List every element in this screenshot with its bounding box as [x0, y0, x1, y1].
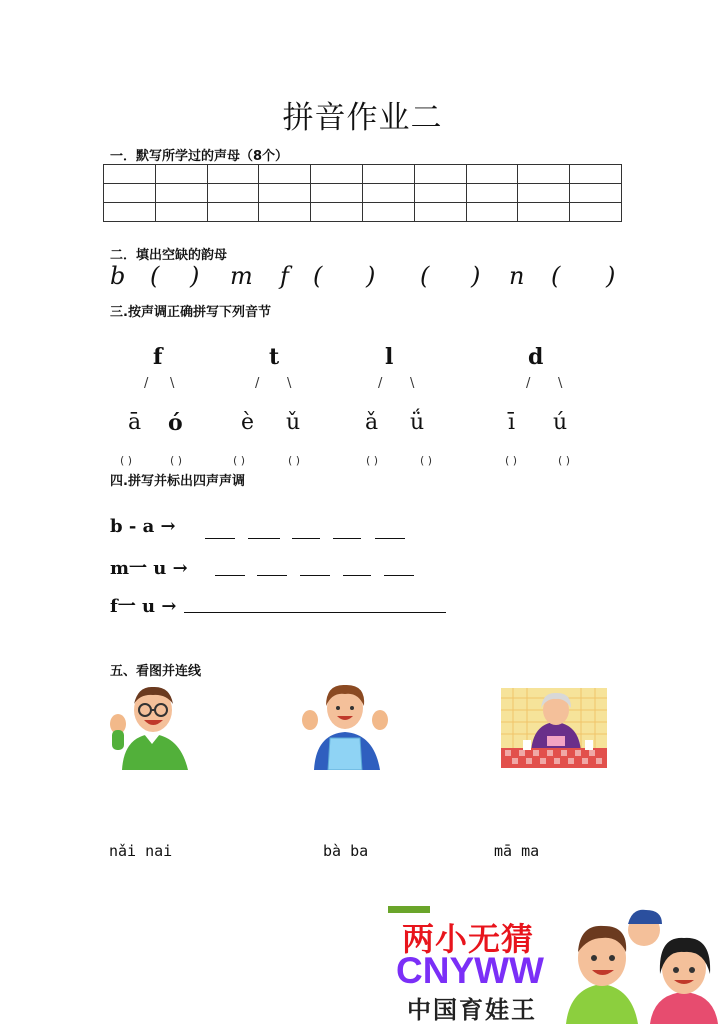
branch-left: /: [378, 376, 383, 391]
seq-item: (: [551, 262, 561, 290]
branch-right: \: [410, 376, 415, 391]
final-syllable: ī: [508, 410, 516, 435]
seq-item: b: [110, 262, 126, 290]
blank-line[interactable]: [384, 575, 414, 576]
section4-heading: 四.拼写并标出四声声调: [110, 474, 245, 489]
initial-l: l: [385, 344, 394, 370]
answer-blank[interactable]: ( ): [558, 454, 571, 467]
seq-item: ): [606, 262, 616, 290]
woman-picture[interactable]: [300, 682, 390, 770]
seq-item: (: [313, 262, 323, 290]
blank-line[interactable]: [205, 538, 235, 539]
spell-row-label: m一 u →: [110, 558, 188, 579]
final-syllable: ǎ: [365, 410, 379, 435]
watermark-line1: 两小无猜: [402, 920, 535, 958]
writing-grid[interactable]: [103, 164, 622, 222]
answer-blank[interactable]: ( ): [120, 454, 133, 467]
branch-right: \: [287, 376, 292, 391]
watermark-line3: 中国育娃王: [407, 996, 537, 1024]
initial-f: f: [153, 344, 163, 370]
section3-heading: 三.按声调正确拼写下列音节: [110, 305, 271, 320]
blank-line[interactable]: [375, 538, 405, 539]
answer-blank[interactable]: ( ): [505, 454, 518, 467]
final-syllable: ā: [128, 410, 142, 435]
seq-item: ): [190, 262, 200, 290]
blank-line[interactable]: [300, 575, 330, 576]
final-syllable: ǘ: [410, 410, 425, 435]
answer-blank[interactable]: ( ): [366, 454, 379, 467]
final-syllable: ó: [168, 410, 183, 436]
seq-item: ): [366, 262, 376, 290]
grandpa-picture[interactable]: [108, 684, 196, 770]
blank-line[interactable]: [292, 538, 320, 539]
branch-left: /: [255, 376, 260, 391]
answer-blank[interactable]: ( ): [170, 454, 183, 467]
spell-row-label: b - a →: [110, 516, 176, 537]
final-sequence: [108, 262, 628, 294]
pinyin-word: nǎi nai: [109, 842, 173, 860]
section5-heading: 五、看图并连线: [110, 664, 202, 679]
section1-heading: 一．默写所学过的声母（8个）: [110, 149, 289, 164]
blank-line[interactable]: [248, 538, 280, 539]
blank-line[interactable]: [257, 575, 287, 576]
pinyin-word: bà ba: [323, 842, 369, 860]
seq-item: (: [420, 262, 430, 290]
answer-blank[interactable]: ( ): [420, 454, 433, 467]
initial-d: d: [528, 344, 544, 370]
watermark-line2: CNYWW: [396, 950, 544, 991]
branch-right: \: [170, 376, 175, 391]
final-syllable: ú: [553, 410, 568, 435]
section2-heading: 二．填出空缺的韵母: [110, 248, 228, 263]
initial-t: t: [269, 344, 280, 370]
spell-row-label: f一 u →: [110, 596, 177, 617]
watermark-kids-illustration: [566, 904, 725, 1024]
branch-right: \: [558, 376, 563, 391]
grandma-picture[interactable]: [501, 688, 607, 768]
blank-line[interactable]: [343, 575, 371, 576]
final-syllable: è: [241, 410, 255, 435]
blank-line[interactable]: [215, 575, 245, 576]
seq-item: m: [230, 262, 253, 290]
answer-blank[interactable]: ( ): [233, 454, 246, 467]
blank-line[interactable]: [333, 538, 361, 539]
watermark-bar: [388, 906, 430, 913]
answer-blank[interactable]: ( ): [288, 454, 301, 467]
seq-item: (: [150, 262, 160, 290]
seq-item: n: [509, 262, 525, 290]
final-syllable: ǔ: [286, 410, 301, 435]
seq-item: ): [471, 262, 481, 290]
page-title: 拼音作业二: [282, 100, 443, 136]
branch-left: /: [144, 376, 149, 391]
seq-item: f: [280, 262, 289, 290]
pinyin-word: mā ma: [494, 842, 540, 860]
blank-line[interactable]: [184, 612, 446, 613]
branch-left: /: [526, 376, 531, 391]
